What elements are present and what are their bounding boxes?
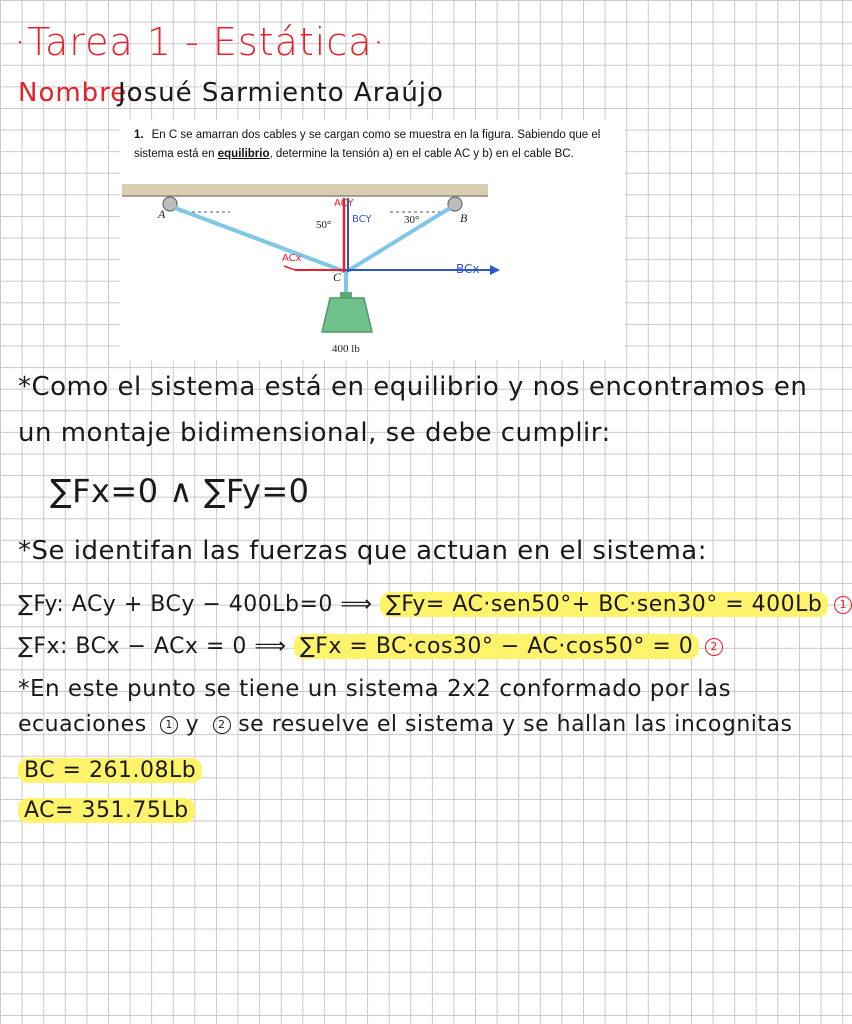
fx-highlight: ∑Fx = BC·cos30° − AC·cos50° = 0 (294, 634, 699, 659)
eq-number-2: 2 (705, 638, 723, 656)
acy-label: ACY (334, 198, 354, 209)
problem-text-a: En C se amarran dos cables y se cargan como se muestra en la figura. Sabiendo que el sistema está en (134, 129, 601, 160)
ref-eq-2: 2 (213, 716, 231, 734)
bcx-label: BCx (456, 262, 480, 276)
note-line-2: un montaje bidimensional, se debe cumplir: (18, 418, 611, 448)
problem-number: 1. (134, 129, 144, 141)
label-b: B (460, 211, 468, 225)
result-ac-value: AC= 351.75Lb (18, 798, 195, 823)
angle-a-label: 50° (316, 219, 332, 231)
label-c: C (333, 270, 342, 284)
note-line-7: *En este punto se tiene un sistema 2x2 conformado por las (18, 676, 732, 702)
weight-400lb (322, 298, 372, 332)
label-a: A (158, 207, 166, 221)
ref-eq-1: 1 (160, 716, 178, 734)
cable-diagram (120, 170, 500, 355)
cable-ac (175, 208, 346, 272)
note-line-8 (18, 712, 792, 737)
ceiling-beam (122, 184, 488, 196)
angle-b-label: 30° (404, 214, 420, 226)
fy-left: ∑Fy: ACy + BCy − 400Lb=0 ⟹ (18, 592, 373, 617)
page-title: ·Tarea 1 - Estática· (14, 20, 386, 64)
fy-highlight: ∑Fy= AC·sen50°+ BC·sen30° = 400Lb (380, 592, 828, 617)
equilibrium-equations: ∑Fx=0 ∧ ∑Fy=0 (50, 472, 310, 510)
note-line-8a: ecuaciones (18, 712, 147, 737)
note-line-1: *Como el sistema está en equilibrio y nos encontramos en (18, 372, 808, 402)
eq-number-1: 1 (834, 596, 852, 614)
problem-statement (134, 126, 614, 164)
note-line-4: *Se identifan las fuerzas que actuan en el sistema: (18, 536, 707, 566)
note-line-8b: se resuelve el sistema y se hallan las incognitas (238, 712, 793, 737)
bcy-label: BCY (352, 214, 372, 225)
name-label: Nombre: (18, 78, 138, 108)
note-line-8y: y (185, 712, 200, 737)
result-bc-value: BC = 261.08Lb (18, 758, 202, 783)
fx-equation (18, 634, 723, 659)
student-name: Josué Sarmiento Araújo (118, 78, 444, 108)
fy-equation (18, 592, 852, 617)
fx-left: ∑Fx: BCx − ACx = 0 ⟹ (18, 634, 287, 659)
acx-label: ACx (282, 253, 302, 264)
result-bc (18, 758, 202, 783)
result-ac (18, 798, 195, 823)
load-label: 400 lb (332, 343, 360, 355)
problem-bold-word: equilibrio (217, 148, 270, 160)
problem-text-b: , determine la tensión a) en el cable AC y b) en el cable BC. (269, 148, 574, 160)
